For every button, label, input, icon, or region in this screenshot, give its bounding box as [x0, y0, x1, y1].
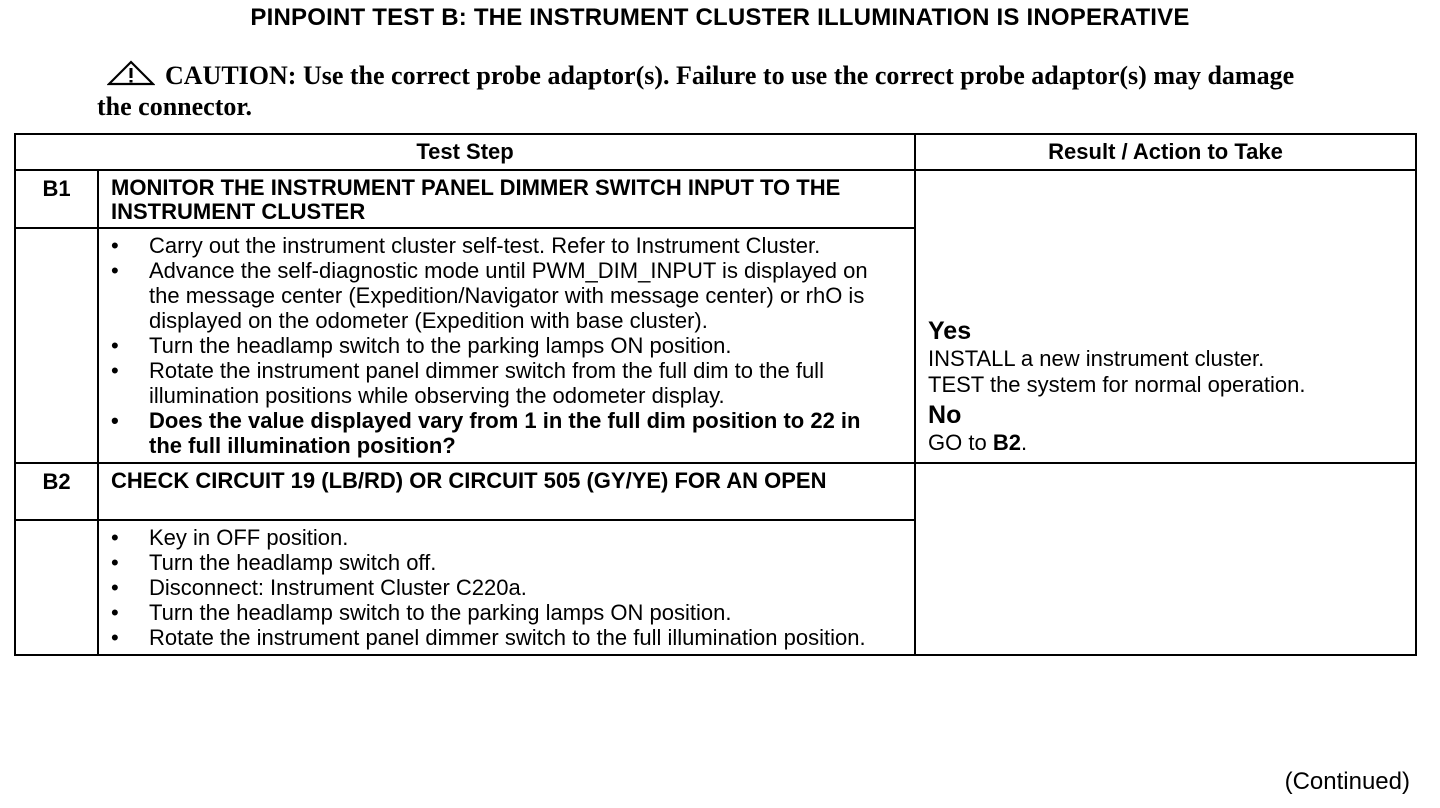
page-title: PINPOINT TEST B: THE INSTRUMENT CLUSTER ILLUMINATION IS INOPERATIVE	[250, 4, 1190, 31]
step-result	[915, 170, 1416, 463]
step-id: B1	[15, 170, 98, 228]
step-id-blank	[15, 228, 98, 463]
list-item: • Advance the self-diagnostic mode until PWM_DIM_INPUT is displayed on the message center (Expedition/Navigator with message center) or rhO is displayed on the odometer (Expedition with base cluster).	[111, 258, 894, 333]
instruction-list	[99, 229, 914, 462]
step-instructions	[98, 228, 915, 463]
list-item-question: • Does the value displayed vary from 1 in the full dim position to 22 in the full illumination position?	[111, 408, 894, 458]
instruction-list	[99, 521, 914, 654]
list-item: • Rotate the instrument panel dimmer switch from the full dim to the full illumination positions while observing the odometer display.	[111, 358, 894, 408]
warning-triangle-icon	[107, 60, 155, 86]
step-heading: CHECK CIRCUIT 19 (LB/RD) OR CIRCUIT 505 (GY/YE) FOR AN OPEN	[98, 463, 915, 520]
result-header: Result / Action to Take	[915, 134, 1416, 170]
no-action-suffix: .	[1020, 430, 1028, 455]
goto-step-link[interactable]: B2	[992, 430, 1021, 455]
list-item: • Turn the headlamp switch to the parking lamps ON position.	[111, 333, 894, 358]
list-item: • Rotate the instrument panel dimmer switch to the full illumination position.	[111, 625, 894, 650]
no-action	[928, 430, 1403, 456]
list-item: • Turn the headlamp switch off.	[111, 550, 894, 575]
yes-action-2: TEST the system for normal operation.	[928, 372, 1306, 397]
step-instructions	[98, 520, 915, 655]
yes-action-1: INSTALL a new instrument cluster.	[928, 346, 1265, 371]
step-result-empty	[915, 463, 1416, 655]
test-step-header: Test Step	[15, 134, 915, 170]
list-item: • Carry out the instrument cluster self-test. Refer to Instrument Cluster.	[111, 233, 894, 258]
no-action-prefix: GO to	[928, 430, 993, 455]
table-header-row	[15, 134, 1416, 170]
step-id-blank	[15, 520, 98, 655]
caution-text: CAUTION: Use the correct probe adaptor(s). Failure to use the correct probe adaptor(s) may damage the connector.	[97, 61, 1295, 121]
continued-label: (Continued)	[1284, 768, 1410, 795]
caution-notice	[97, 60, 1297, 122]
pinpoint-test-table	[14, 133, 1417, 656]
list-item: • Key in OFF position.	[111, 525, 894, 550]
step-heading: MONITOR THE INSTRUMENT PANEL DIMMER SWITCH INPUT TO THE INSTRUMENT CLUSTER	[98, 170, 915, 228]
step-id: B2	[15, 463, 98, 520]
table-row	[15, 463, 1416, 520]
yes-label: Yes	[928, 317, 972, 345]
table-row	[15, 170, 1416, 228]
list-item: • Disconnect: Instrument Cluster C220a.	[111, 575, 894, 600]
list-item: • Turn the headlamp switch to the parking lamps ON position.	[111, 600, 894, 625]
no-label: No	[928, 401, 962, 429]
